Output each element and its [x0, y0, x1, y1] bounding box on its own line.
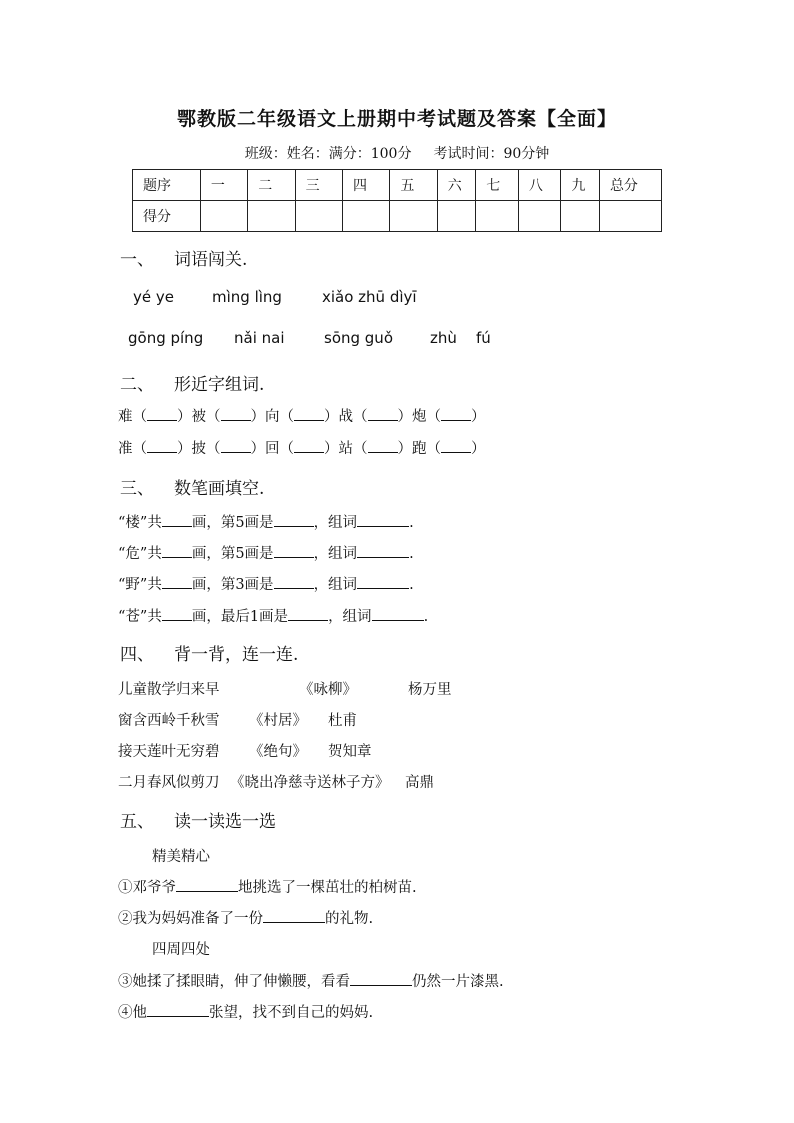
stroke-end: ，组词	[313, 546, 358, 562]
stroke-end: ，组词	[313, 577, 358, 593]
answer-blank[interactable]	[162, 608, 192, 621]
score-row-label: 得分	[133, 201, 201, 232]
answer-blank[interactable]	[147, 1004, 209, 1017]
exam-time-label: 考试时间：90分钟	[433, 146, 550, 162]
score-cell[interactable]	[200, 201, 247, 232]
similar-chars-row: 难（ ）被（ ）向（ ）战（ ）炮（ ）	[118, 409, 486, 425]
answer-blank[interactable]	[274, 545, 314, 558]
section-heading	[120, 640, 298, 665]
answer-blank[interactable]	[221, 440, 251, 453]
answer-blank[interactable]	[288, 608, 328, 621]
char: 炮	[412, 409, 427, 425]
score-header-cell: 六	[437, 170, 476, 201]
stroke-char: “楼”共	[118, 515, 162, 531]
match-poem-title: 《绝句》	[249, 744, 307, 760]
question-text: ②我为妈妈准备了一份	[118, 911, 263, 927]
section-number: 三、	[120, 479, 154, 499]
choose-question	[118, 876, 417, 897]
section-number: 五、	[120, 812, 154, 832]
answer-blank[interactable]	[162, 576, 192, 589]
class-name-score-label: 班级：姓名：满分：100分	[244, 146, 412, 162]
answer-blank[interactable]	[162, 545, 192, 558]
match-poet: 高鼎	[405, 775, 434, 791]
stroke-question: “苍”共 画，最后1画是 ，组词 .	[118, 609, 429, 625]
stroke-char: “野”共	[118, 577, 162, 593]
match-poet: 杨万里	[408, 682, 452, 698]
section-title: 背一背，连一连.	[174, 645, 299, 665]
answer-blank[interactable]	[357, 545, 409, 558]
score-cell[interactable]	[437, 201, 476, 232]
match-poem-title: 《咏柳》	[299, 682, 357, 698]
stroke-mid: 画，第3画是	[191, 577, 274, 593]
match-poem-title: 《村居》	[249, 713, 307, 729]
section-heading	[120, 245, 247, 270]
match-poet: 贺知章	[328, 744, 372, 760]
char: 站	[338, 441, 353, 457]
section-heading	[120, 807, 276, 832]
section-title: 形近字组词.	[174, 375, 265, 395]
word-choices: 四周四处	[152, 942, 210, 958]
stroke-char: “危”共	[118, 546, 162, 562]
word-choices: 精美精心	[152, 849, 210, 865]
score-cell[interactable]	[295, 201, 342, 232]
pinyin-item: zhù	[430, 329, 457, 347]
answer-blank[interactable]	[294, 408, 324, 421]
question-text: ④他	[118, 1005, 147, 1021]
section-title: 词语闯关.	[174, 250, 248, 270]
match-poem-line: 窗含西岭千秋雪	[118, 713, 220, 729]
answer-blank[interactable]	[357, 514, 409, 527]
score-header-cell: 五	[390, 170, 437, 201]
score-header-cell: 九	[561, 170, 600, 201]
pinyin-item: gōng píng	[128, 329, 204, 347]
score-cell[interactable]	[342, 201, 389, 232]
answer-blank[interactable]	[372, 608, 424, 621]
match-poem-line: 二月春风似剪刀	[118, 775, 220, 791]
char: 向	[265, 409, 280, 425]
page-title: 鄂教版二年级语文上册期中考试题及答案【全面】	[176, 108, 617, 130]
char: 准	[118, 441, 133, 457]
section-title: 读一读选一选	[174, 812, 276, 832]
section-title: 数笔画填空.	[174, 479, 265, 499]
score-header-cell: 七	[476, 170, 519, 201]
score-cell[interactable]	[390, 201, 437, 232]
score-header-cell: 八	[518, 170, 561, 201]
score-cell[interactable]	[518, 201, 561, 232]
char: 回	[265, 441, 280, 457]
answer-blank[interactable]	[274, 576, 314, 589]
score-table-header-row	[133, 170, 662, 201]
score-cell[interactable]	[248, 201, 295, 232]
stroke-char: “苍”共	[118, 609, 162, 625]
section-heading	[120, 370, 264, 395]
char: 被	[191, 409, 206, 425]
match-poem-title: 《晓出净慈寺送林子方》	[230, 775, 390, 791]
pinyin-item: xiǎo zhū dìyī	[322, 288, 417, 306]
stroke-mid: 画，第5画是	[191, 546, 274, 562]
stroke-mid: 画，第5画是	[191, 515, 274, 531]
answer-blank[interactable]	[176, 879, 238, 892]
answer-blank[interactable]	[147, 408, 177, 421]
score-header-cell: 三	[295, 170, 342, 201]
score-cell[interactable]	[561, 201, 600, 232]
answer-blank[interactable]	[357, 576, 409, 589]
char: 难	[118, 409, 133, 425]
answer-blank[interactable]	[441, 440, 471, 453]
score-cell[interactable]	[599, 201, 661, 232]
similar-chars-row: 准（ ）披（ ）回（ ）站（ ）跑（ ）	[118, 441, 486, 457]
section-number: 四、	[120, 645, 154, 665]
question-text: 的礼物.	[325, 911, 374, 927]
exam-info	[0, 143, 794, 163]
question-text: ③她揉了揉眼睛，伸了伸懒腰，看看	[118, 974, 350, 990]
answer-blank[interactable]	[368, 440, 398, 453]
score-table-score-row	[133, 201, 662, 232]
match-poem-line: 儿童散学归来早	[118, 682, 220, 698]
answer-blank[interactable]	[263, 910, 325, 923]
choose-question	[118, 907, 373, 928]
answer-blank[interactable]	[221, 408, 251, 421]
answer-blank[interactable]	[294, 440, 324, 453]
match-poet: 杜甫	[328, 713, 357, 729]
score-header-cell: 总分	[599, 170, 661, 201]
answer-blank[interactable]	[441, 408, 471, 421]
score-cell[interactable]	[476, 201, 519, 232]
pinyin-item: mìng lìng	[212, 288, 282, 306]
question-text: 地挑选了一棵茁壮的柏树苗.	[238, 880, 417, 896]
answer-blank[interactable]	[162, 514, 192, 527]
stroke-question: “野”共 画，第3画是 ，组词 .	[118, 577, 414, 593]
char: 披	[191, 441, 206, 457]
match-poem-line: 接天莲叶无穷碧	[118, 744, 220, 760]
section-number: 一、	[120, 250, 154, 270]
pinyin-item: nǎi nai	[234, 329, 285, 347]
question-text: ①邓爷爷	[118, 880, 176, 896]
pinyin-item: sōng guǒ	[324, 329, 393, 347]
section-number: 二、	[120, 375, 154, 395]
choose-question	[118, 1001, 373, 1022]
answer-blank[interactable]	[147, 440, 177, 453]
char: 跑	[412, 441, 427, 457]
stroke-question: “危”共 画，第5画是 ，组词 .	[118, 546, 414, 562]
char: 战	[338, 409, 353, 425]
stroke-end: ，组词	[313, 515, 358, 531]
question-text: 张望，找不到自己的妈妈.	[209, 1005, 374, 1021]
answer-blank[interactable]	[274, 514, 314, 527]
pinyin-item: fú	[476, 329, 491, 347]
answer-blank[interactable]	[368, 408, 398, 421]
score-header-cell: 题序	[133, 170, 201, 201]
stroke-mid: 画，最后1画是	[191, 609, 289, 625]
score-header-cell: 二	[248, 170, 295, 201]
pinyin-item: yé ye	[133, 288, 174, 306]
question-text: 仍然一片漆黑.	[412, 974, 504, 990]
stroke-end: ，组词	[328, 609, 372, 625]
score-table	[132, 169, 662, 232]
answer-blank[interactable]	[350, 973, 412, 986]
score-header-cell: 一	[200, 170, 247, 201]
section-heading	[120, 474, 264, 499]
choose-question	[118, 970, 504, 991]
stroke-question: “楼”共 画，第5画是 ，组词 .	[118, 515, 414, 531]
score-header-cell: 四	[342, 170, 389, 201]
